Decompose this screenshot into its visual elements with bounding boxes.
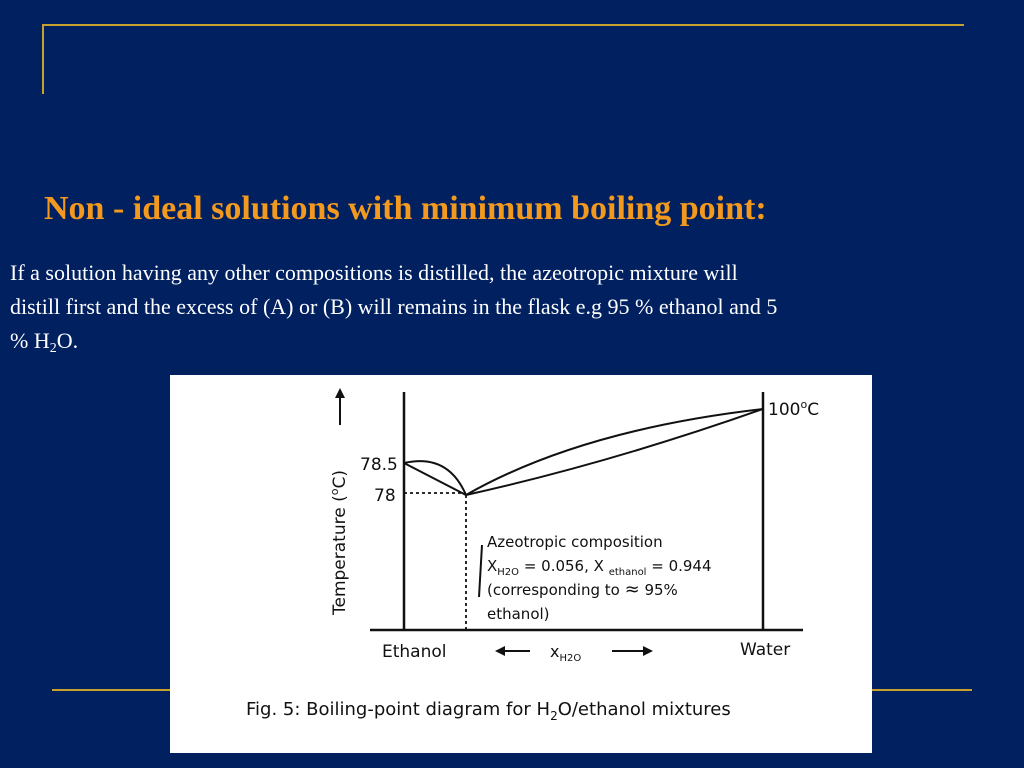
vapor-curve-right: [466, 409, 763, 495]
tick-label-78-5: 78.5: [360, 455, 398, 475]
tick-label-100c: 100$^o$C: [768, 398, 820, 420]
tick-label-78: 78: [374, 486, 396, 506]
x-axis-variable: $x_{H2O}$: [550, 642, 582, 664]
paragraph-line-2: distill first and the excess of (A) or (B) will remains in the flask e.g 95 % ethanol and 5: [10, 294, 778, 319]
annotation-line-2: $X_{H2O} = 0.056$, X $_{ethanol}$ = 0.944: [487, 557, 712, 578]
paragraph-line-3: % $H_2O$.: [10, 328, 79, 356]
liquid-curve-right: [466, 409, 763, 495]
left-accent-line: [42, 24, 44, 94]
annotation-line-4: ethanol): [487, 605, 550, 623]
annotation-line-3: (corresponding to ≈ 95%: [487, 579, 678, 600]
y-axis-label: Temperature ($^o$C): [328, 470, 350, 615]
annotation-pointer: [479, 545, 482, 597]
x-label-ethanol: Ethanol: [382, 642, 447, 662]
paragraph-line-1: If a solution having any other compositions is distilled, the azeotropic mixture will: [10, 260, 738, 285]
slide-title: Non - ideal solutions with minimum boiling point:: [44, 190, 767, 227]
top-accent-line: [42, 24, 964, 26]
boiling-point-diagram: [170, 375, 872, 753]
diagram-svg: [170, 375, 872, 753]
annotation-line-1: Azeotropic composition: [487, 533, 663, 551]
figure-caption: Fig. 5: Boiling-point diagram for $H_2O$/ethanol mixtures: [246, 699, 731, 723]
slide-paragraph: [10, 256, 1010, 358]
x-label-water: Water: [740, 640, 791, 660]
